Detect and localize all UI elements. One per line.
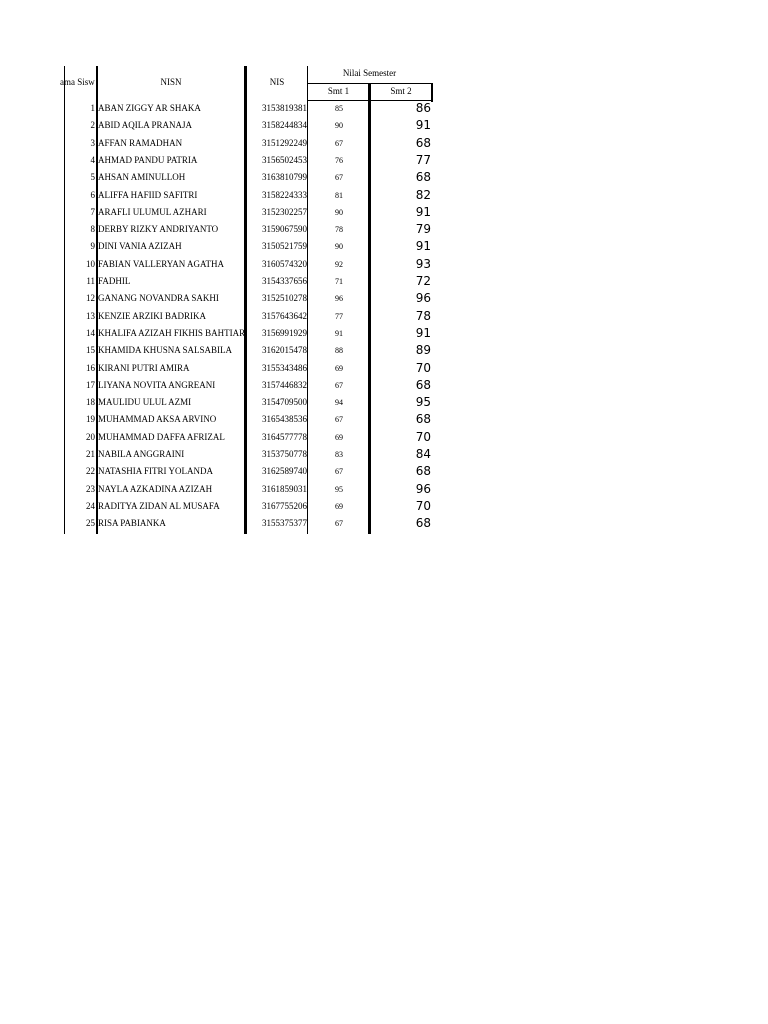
row-number: 5 (90, 172, 95, 183)
score-smt2: 70 (415, 498, 431, 513)
score-smt2: 68 (415, 377, 431, 392)
student-name: AHSAN AMINULLOH (98, 172, 186, 183)
row-number: 16 (86, 362, 95, 373)
row-number: 4 (90, 154, 95, 165)
row-number: 1 (90, 103, 95, 113)
row-number: 10 (86, 258, 95, 269)
score-smt2: 86 (415, 101, 431, 115)
student-name: RADITYA ZIDAN AL MUSAFA (98, 500, 220, 511)
score-smt2: 78 (415, 308, 431, 323)
student-nis: 3152510278 (262, 293, 307, 304)
score-smt1: 85 (335, 104, 343, 113)
student-name: KIRANI PUTRI AMIRA (98, 362, 190, 373)
row-number: 9 (90, 241, 95, 252)
row-number: 18 (86, 397, 95, 408)
student-nis: 3151292249 (262, 137, 307, 148)
table-row (0, 342, 440, 359)
student-name: KENZIE ARZIKI BADRIKA (98, 310, 206, 321)
student-nis: 3158244834 (262, 120, 307, 131)
score-smt1: 92 (335, 259, 343, 269)
student-name: MUHAMMAD AKSA ARVINO (98, 414, 217, 425)
student-nis: 3158224333 (262, 189, 307, 200)
score-smt2: 96 (415, 291, 431, 306)
student-nis: 3157446832 (262, 379, 307, 390)
row-number: 8 (90, 224, 95, 235)
student-nis: 3156991929 (262, 327, 307, 338)
table-row (0, 515, 440, 532)
table-row (0, 481, 440, 498)
score-smt1: 94 (335, 398, 343, 408)
table-row (0, 273, 440, 290)
score-smt2: 68 (415, 516, 431, 531)
student-name: NAYLA AZKADINA AZIZAH (98, 483, 213, 494)
student-nis: 3154709500 (262, 397, 307, 408)
row-number: 19 (86, 414, 95, 425)
score-smt1: 77 (335, 311, 343, 321)
student-nis: 3155375377 (262, 518, 307, 529)
student-name: GANANG NOVANDRA SAKHI (98, 293, 219, 304)
table-row (0, 446, 440, 463)
table-row (0, 187, 440, 204)
score-smt1: 67 (335, 380, 343, 390)
table-row (0, 290, 440, 307)
row-number: 7 (90, 206, 95, 217)
student-name: NABILA ANGGRAINI (98, 449, 185, 459)
score-smt1: 69 (335, 501, 343, 511)
row-number: 17 (86, 379, 95, 390)
student-nis: 3153819381 (262, 103, 307, 113)
row-number: 22 (86, 466, 95, 477)
student-name: FADHIL (98, 276, 131, 286)
row-number: 13 (86, 310, 95, 321)
score-smt2: 79 (415, 222, 431, 237)
student-nis: 3156502453 (262, 154, 307, 165)
score-smt2: 70 (415, 429, 431, 444)
score-smt1: 67 (335, 415, 343, 425)
student-name: ABID AQILA PRANAJA (98, 120, 193, 131)
row-number: 6 (90, 189, 95, 200)
student-nis: 3155343486 (262, 362, 307, 373)
row-number: 12 (86, 293, 95, 304)
row-number: 14 (86, 327, 95, 338)
table-row (0, 152, 440, 169)
table-row (0, 204, 440, 221)
student-name: AHMAD PANDU PATRIA (98, 154, 198, 165)
student-name: RISA PABIANKA (98, 518, 166, 529)
student-nis: 3159067590 (262, 224, 307, 235)
score-smt1: 67 (335, 519, 343, 529)
student-name: LIYANA NOVITA ANGREANI (98, 379, 216, 390)
row-number: 2 (90, 120, 95, 131)
table-row (0, 238, 440, 255)
score-smt2: 93 (415, 256, 431, 271)
student-name: KHALIFA AZIZAH FIKHIS BAHTIAR (98, 327, 246, 338)
score-smt2: 96 (415, 481, 431, 496)
row-number: 21 (86, 449, 95, 459)
row-number: 24 (86, 500, 95, 511)
score-smt1: 76 (335, 155, 343, 165)
student-name: ALIFFA HAFIID SAFITRI (98, 189, 198, 200)
score-smt1: 95 (335, 484, 343, 494)
score-smt1: 78 (335, 225, 343, 235)
student-nis: 3160574320 (262, 258, 307, 269)
score-smt2: 91 (415, 325, 431, 340)
student-name: ABAN ZIGGY AR SHAKA (98, 103, 201, 113)
student-name: DINI VANIA AZIZAH (98, 241, 182, 252)
score-smt2: 95 (415, 395, 431, 410)
student-nis: 3163810799 (262, 172, 307, 183)
student-nis: 3153750778 (262, 449, 307, 459)
student-nis: 3150521759 (262, 241, 307, 252)
score-smt1: 96 (335, 294, 343, 304)
score-smt2: 68 (415, 170, 431, 185)
table-row (0, 308, 440, 325)
student-nis: 3154337656 (262, 276, 307, 286)
student-nis: 3164577778 (262, 431, 307, 442)
score-smt1: 90 (335, 207, 343, 217)
row-number: 3 (90, 137, 95, 148)
score-smt1: 81 (335, 190, 343, 200)
row-number: 11 (86, 276, 95, 286)
score-smt1: 67 (335, 173, 343, 183)
student-nis: 3167755206 (262, 500, 307, 511)
score-smt2: 77 (415, 152, 431, 167)
table-row (0, 169, 440, 186)
table-row (0, 411, 440, 428)
row-number: 23 (86, 483, 95, 494)
table-row (0, 377, 440, 394)
score-smt1: 69 (335, 363, 343, 373)
table-row (0, 135, 440, 152)
score-smt1: 88 (335, 346, 343, 356)
score-smt1: 69 (335, 432, 343, 442)
table-row (0, 498, 440, 515)
student-nis: 3162589740 (262, 466, 307, 477)
student-nis: 3161859031 (262, 483, 307, 494)
header-nilai-semester: Nilai Semester (342, 68, 397, 78)
student-name: AFFAN RAMADHAN (98, 137, 183, 148)
score-smt2: 72 (415, 274, 431, 288)
score-smt2: 68 (415, 464, 431, 479)
student-name: FABIAN VALLERYAN AGATHA (98, 258, 225, 269)
table-row (0, 221, 440, 238)
score-smt2: 70 (415, 360, 431, 375)
header-smt2: Smt 2 (390, 86, 412, 96)
student-nis: 3165438536 (262, 414, 307, 425)
table-row (0, 100, 440, 117)
student-name: DERBY RIZKY ANDRIYANTO (98, 224, 219, 235)
student-name: ARAFLI ULUMUL AZHARI (98, 206, 207, 217)
score-smt1: 91 (335, 328, 343, 338)
header-smt1: Smt 1 (327, 86, 350, 96)
score-smt2: 89 (415, 343, 431, 358)
table-row (0, 429, 440, 446)
score-smt2: 68 (415, 412, 431, 427)
header-nisn: NISN (160, 77, 182, 87)
header-divider (308, 83, 433, 84)
score-smt2: 84 (415, 447, 431, 461)
table-row (0, 117, 440, 134)
student-name: NATASHIA FITRI YOLANDA (98, 466, 213, 477)
student-nis: 3162015478 (262, 345, 307, 356)
row-number: 20 (86, 431, 95, 442)
table-row (0, 256, 440, 273)
score-smt2: 91 (415, 204, 431, 219)
table-row (0, 394, 440, 411)
header-nama-siswa: ama Sisw (60, 77, 95, 87)
score-smt2: 91 (415, 118, 431, 133)
student-nis: 3152302257 (262, 206, 307, 217)
score-smt1: 83 (335, 450, 343, 459)
table-row (0, 463, 440, 480)
score-smt1: 67 (335, 467, 343, 477)
student-name: KHAMIDA KHUSNA SALSABILA (98, 345, 233, 356)
score-smt1: 90 (335, 121, 343, 131)
score-smt1: 67 (335, 138, 343, 148)
row-number: 25 (86, 518, 95, 529)
table-row (0, 360, 440, 377)
student-name: MUHAMMAD DAFFA AFRIZAL (98, 431, 225, 442)
student-nis: 3157643642 (262, 310, 307, 321)
student-name: MAULIDU ULUL AZMI (98, 397, 192, 408)
score-smt2: 68 (415, 135, 431, 150)
header-nis: NIS (269, 77, 285, 87)
row-number: 15 (86, 345, 95, 356)
score-smt1: 71 (335, 277, 343, 286)
score-smt2: 82 (415, 187, 431, 202)
table-row (0, 325, 440, 342)
score-smt1: 90 (335, 242, 343, 252)
score-smt2: 91 (415, 239, 431, 254)
